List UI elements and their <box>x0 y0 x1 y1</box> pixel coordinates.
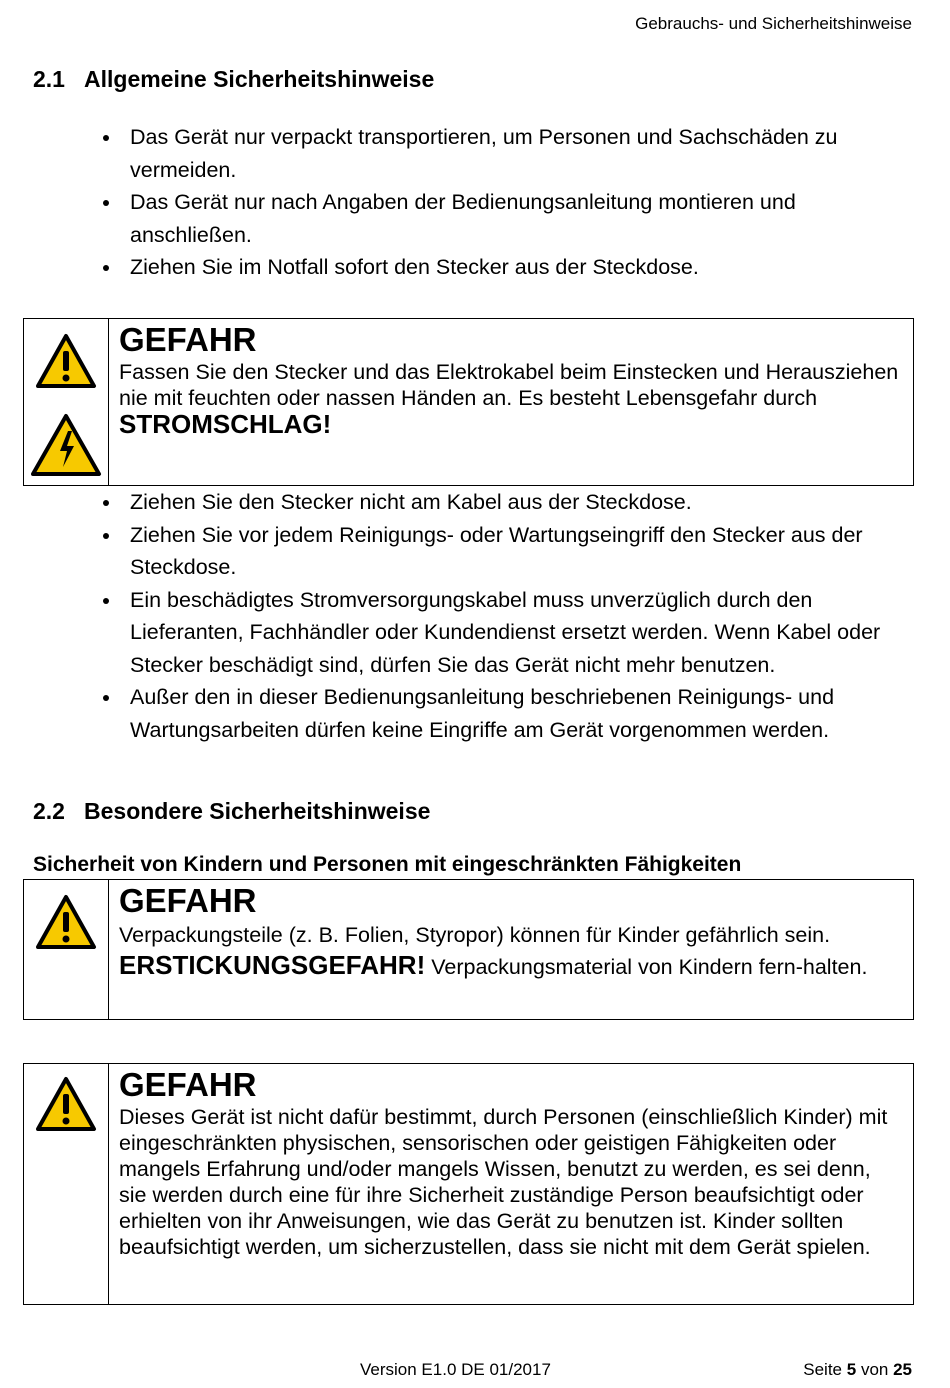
list-item: Ziehen Sie vor jedem Reinigungs- oder Wartungseingriff den Stecker aus der Steckdose. <box>33 519 913 584</box>
warning-text <box>119 359 903 439</box>
warning-box-electric <box>23 318 914 486</box>
footer-version: Version E1.0 DE 01/2017 <box>360 1360 551 1379</box>
warning-box-packaging <box>23 879 914 1020</box>
warning-icons-column <box>24 880 109 1019</box>
list-item: Ein beschädigtes Stromversorgungskabel muss unverzüglich durch den Lieferanten, Fachhändler oder Kundendienst ersetzt werden. Wenn Kabel oder Stecker beschädigt sind, dürfen Sie das Gerät nicht mehr benutzen. <box>33 584 913 682</box>
list-item: Das Gerät nur verpackt transportieren, um Personen und Sachschäden zu vermeiden. <box>33 121 913 186</box>
warning-emphasis: STROMSCHLAG! <box>119 409 332 439</box>
page-prefix: Seite <box>803 1360 847 1379</box>
section-heading-2-1 <box>33 66 434 93</box>
page-header-title: Gebrauchs- und Sicherheitshinweise <box>635 14 912 33</box>
warning-triangle-icon <box>35 333 97 389</box>
warning-content <box>109 880 913 1019</box>
warning-content <box>109 319 913 485</box>
warning-triangle-icon <box>35 894 97 950</box>
bullet-list-general-b <box>33 486 913 746</box>
warning-triangle-icon <box>35 1076 97 1132</box>
section-number: 2.2 <box>33 798 65 824</box>
warning-box-persons <box>23 1063 914 1305</box>
list-item: Außer den in dieser Bedienungsanleitung beschriebenen Reinigungs- und Wartungsarbeiten dürfen keine Eingriffe am Gerät vorgenommen werden. <box>33 681 913 746</box>
page-total: 25 <box>893 1360 912 1379</box>
bullet-list-general-a <box>33 121 913 284</box>
warning-icons-column <box>24 319 109 485</box>
warning-icons-column <box>24 1064 109 1304</box>
warning-heading: GEFAHR <box>119 882 257 919</box>
warning-body-after: Verpackungsmaterial von Kindern fern-halten. <box>425 955 868 979</box>
subheading-children: Sicherheit von Kindern und Personen mit eingeschränkten Fähigkeiten <box>33 853 742 876</box>
warning-emphasis: ERSTICKUNGSGEFAHR! <box>119 950 426 980</box>
footer-page-number <box>803 1360 912 1380</box>
list-item: Das Gerät nur nach Angaben der Bedienungsanleitung montieren und anschließen. <box>33 186 913 251</box>
section-title: Besondere Sicherheitshinweise <box>84 798 431 824</box>
section-number: 2.1 <box>33 66 65 92</box>
page-current: 5 <box>846 1360 857 1379</box>
warning-content <box>109 1064 913 1304</box>
warning-heading: GEFAHR <box>119 321 257 358</box>
section-title: Allgemeine Sicherheitshinweise <box>84 66 435 92</box>
warning-body: Verpackungsteile (z. B. Folien, Styropor) können für Kinder gefährlich sein. <box>119 923 831 947</box>
warning-body: Fassen Sie den Stecker und das Elektrokabel beim Einstecken und Herausziehen nie mit feuchten oder nassen Händen an. Es besteht Lebensgefahr durch <box>119 360 899 410</box>
warning-text: Dieses Gerät ist nicht dafür bestimmt, durch Personen (einschließlich Kinder) mit eingeschränkten physischen, sensorischen oder geistigen Fähigkeiten oder mangels Erfahrung und/oder mangels Wissen, benutzt zu werden, es sei denn, sie werden durch eine für ihre Sicherheit zuständige Person beaufsichtigt oder erhielten von ihr Anweisungen, wie das Gerät zu benutzen ist. Kinder sollten beaufsichtigt werden, um sicherzustellen, dass sie nicht mit dem Gerät spielen. <box>119 1105 888 1259</box>
list-item: Ziehen Sie im Notfall sofort den Stecker aus der Steckdose. <box>33 251 913 284</box>
page-mid: von <box>856 1360 894 1379</box>
section-heading-2-2 <box>33 798 430 825</box>
warning-text <box>119 920 903 982</box>
list-item: Ziehen Sie den Stecker nicht am Kabel aus der Steckdose. <box>33 486 913 519</box>
warning-heading: GEFAHR <box>119 1066 257 1103</box>
electric-shock-icon <box>30 413 102 477</box>
